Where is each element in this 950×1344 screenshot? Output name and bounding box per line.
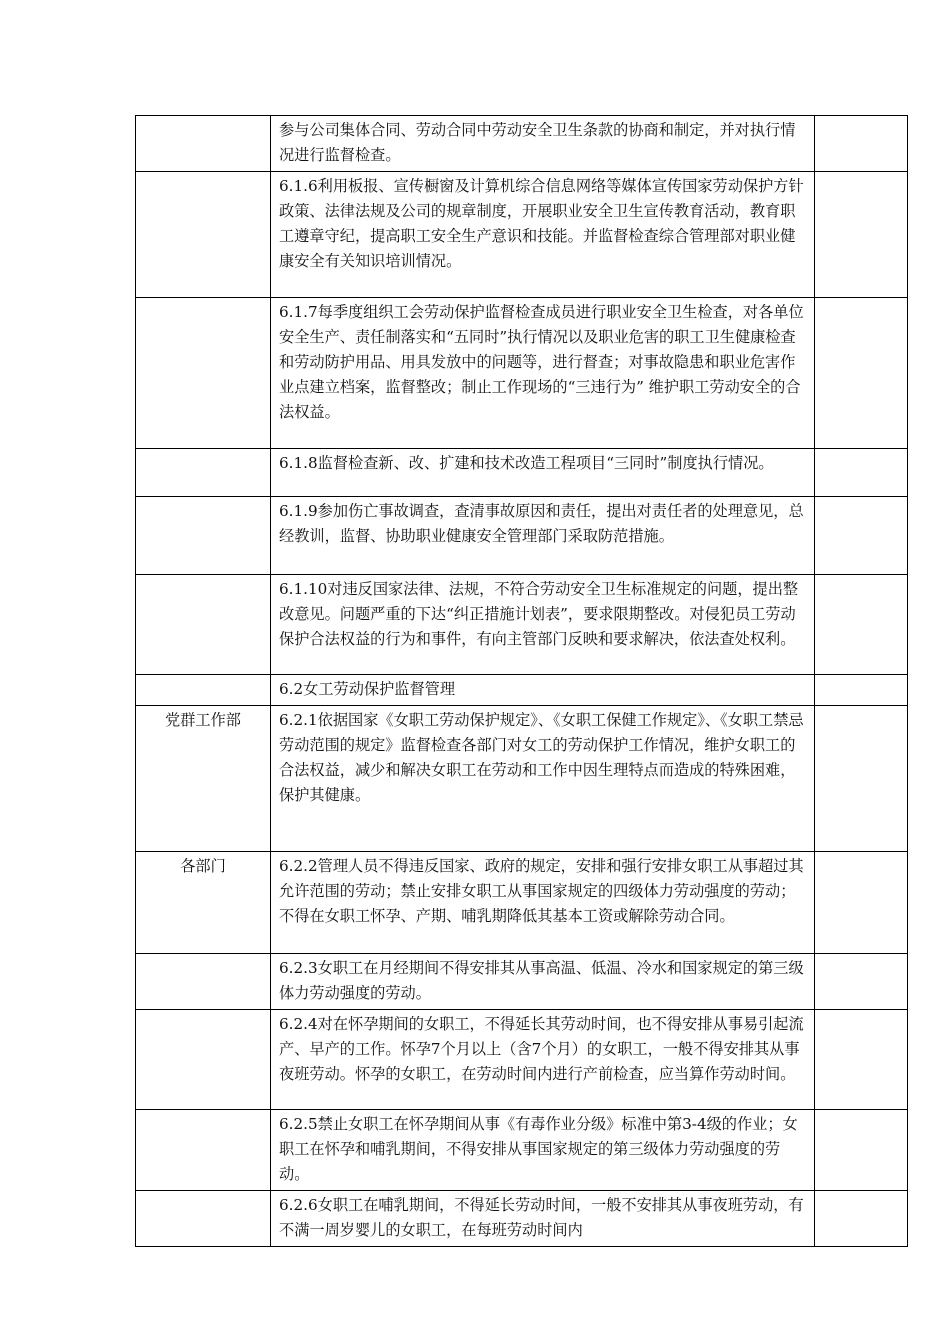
clause-text: 参与公司集体合同、劳动合同中劳动安全卫生条款的协商和制定，并对执行情况进行监督检查。 xyxy=(271,116,815,172)
table-row xyxy=(136,1010,908,1110)
clause-text: 6.2.4对在怀孕期间的女职工，不得延长其劳动时间，也不得安排从事易引起流产、早产的工作。怀孕7个月以上（含7个月）的女职工，一般不得安排其从事夜班劳动。怀孕的女职工，在劳动时间内进行产前检查，应当算作劳动时间。 xyxy=(271,1010,815,1110)
blank-cell xyxy=(815,706,908,852)
blank-cell xyxy=(815,954,908,1010)
department-cell xyxy=(136,1191,271,1247)
blank-cell xyxy=(815,1191,908,1247)
blank-cell xyxy=(815,172,908,298)
department-cell xyxy=(136,954,271,1010)
responsibility-table xyxy=(135,115,908,1247)
table-row xyxy=(136,497,908,575)
table-row xyxy=(136,675,908,706)
department-cell xyxy=(136,449,271,497)
department-cell xyxy=(136,675,271,706)
table-row xyxy=(136,1110,908,1191)
department-cell: 党群工作部 xyxy=(136,706,271,852)
blank-cell xyxy=(815,298,908,449)
department-cell xyxy=(136,298,271,449)
blank-cell xyxy=(815,575,908,675)
clause-text: 6.2.6女职工在哺乳期间，不得延长劳动时间，一般不安排其从事夜班劳动，有不满一周岁婴儿的女职工，在每班劳动时间内 xyxy=(271,1191,815,1247)
clause-text: 6.1.6利用板报、宣传橱窗及计算机综合信息网络等媒体宣传国家劳动保护方针政策、法律法规及公司的规章制度，开展职业安全卫生宣传教育活动，教育职工遵章守纪，提高职工安全生产意识和技能。并监督检查综合管理部对职业健康安全有关知识培训情况。 xyxy=(271,172,815,298)
table-row xyxy=(136,706,908,852)
clause-text: 6.2.3女职工在月经期间不得安排其从事高温、低温、冷水和国家规定的第三级体力劳动强度的劳动。 xyxy=(271,954,815,1010)
section-heading: 6.2女工劳动保护监督管理 xyxy=(271,675,815,706)
department-cell xyxy=(136,1110,271,1191)
table-row xyxy=(136,172,908,298)
blank-cell xyxy=(815,116,908,172)
table-row xyxy=(136,954,908,1010)
table-row xyxy=(136,852,908,954)
blank-cell xyxy=(815,1010,908,1110)
department-cell: 各部门 xyxy=(136,852,271,954)
department-cell xyxy=(136,116,271,172)
blank-cell xyxy=(815,675,908,706)
clause-text: 6.2.2管理人员不得违反国家、政府的规定，安排和强行安排女职工从事超过其允许范围的劳动；禁止安排女职工从事国家规定的四级体力劳动强度的劳动；不得在女职工怀孕、产期、哺乳期降低其基本工资或解除劳动合同。 xyxy=(271,852,815,954)
clause-text: 6.2.5禁止女职工在怀孕期间从事《有毒作业分级》标准中第3-4级的作业；女职工在怀孕和哺乳期间，不得安排从事国家规定的第三级体力劳动强度的劳动。 xyxy=(271,1110,815,1191)
clause-text: 6.2.1依据国家《女职工劳动保护规定》、《女职工保健工作规定》、《女职工禁忌劳动范围的规定》监督检查各部门对女工的劳动保护工作情况，维护女职工的合法权益，减少和解决女职工在劳动和工作中因生理特点而造成的特殊困难，保护其健康。 xyxy=(271,706,815,852)
table-row xyxy=(136,1191,908,1247)
blank-cell xyxy=(815,449,908,497)
blank-cell xyxy=(815,497,908,575)
department-cell xyxy=(136,1010,271,1110)
clause-text: 6.1.8监督检查新、改、扩建和技术改造工程项目“三同时”制度执行情况。 xyxy=(271,449,815,497)
blank-cell xyxy=(815,852,908,954)
table-row xyxy=(136,298,908,449)
blank-cell xyxy=(815,1110,908,1191)
table-row xyxy=(136,575,908,675)
department-cell xyxy=(136,172,271,298)
clause-text: 6.1.9参加伤亡事故调查，查清事故原因和责任，提出对责任者的处理意见，总经教训，监督、协助职业健康安全管理部门采取防范措施。 xyxy=(271,497,815,575)
table-row xyxy=(136,449,908,497)
department-cell xyxy=(136,575,271,675)
clause-text: 6.1.10对违反国家法律、法规，不符合劳动安全卫生标准规定的问题，提出整改意见。问题严重的下达“纠正措施计划表”，要求限期整改。对侵犯员工劳动保护合法权益的行为和事件，有向主管部门反映和要求解决，依法查处权利。 xyxy=(271,575,815,675)
department-cell xyxy=(136,497,271,575)
clause-text: 6.1.7每季度组织工会劳动保护监督检查成员进行职业安全卫生检查，对各单位安全生产、责任制落实和“五同时”执行情况以及职业危害的职工卫生健康检查和劳动防护用品、用具发放中的问题等，进行督查；对事故隐患和职业危害作业点建立档案，监督整改；制止工作现场的“三违行为” 维护职工劳动安全的合法权益。 xyxy=(271,298,815,449)
table-row xyxy=(136,116,908,172)
